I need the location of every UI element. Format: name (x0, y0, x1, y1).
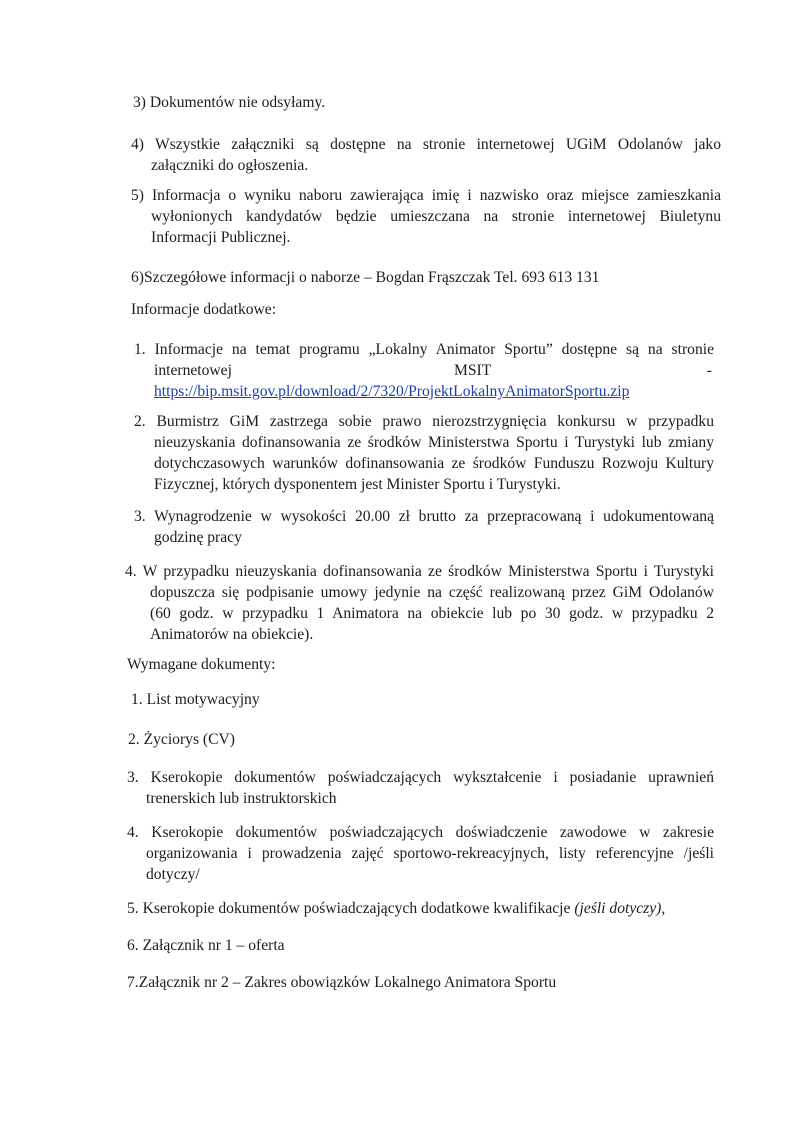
info-heading (131, 299, 276, 320)
requirement-3-line-1: 3. Kserokopie dokumentów poświadczających wykształcenie i posiadanie uprawnień (127, 769, 714, 786)
requirement-5 (127, 898, 665, 919)
paragraph-5-line-3: Informacji Publicznej. (151, 229, 291, 246)
info-item-1-link[interactable]: https://bip.msit.gov.pl/download/2/7320/ProjektLokalnyAnimatorSportu.zip (154, 383, 630, 400)
requirement-4-line-2: organizowania i prowadzenia zajęć sportowo-rekreacyjnych, listy referencyjne /jeśli (146, 845, 714, 862)
info-item-2-line-1: 2. Burmistrz GiM zastrzega sobie prawo nierozstrzygnięcia konkursu w przypadku (134, 413, 714, 430)
info-item-1-line-2 (134, 360, 712, 381)
paragraph-5 (131, 185, 721, 248)
info-item-4-line-1: 4. W przypadku nieuzyskania dofinansowania ze środków Ministerstwa Sportu i Turystyki (125, 563, 714, 580)
requirement-6 (127, 935, 285, 956)
requirements-heading-text: Wymagane dokumenty: (127, 656, 276, 673)
requirement-4-line-1: 4. Kserokopie dokumentów poświadczających doświadczenie zawodowe w zakresie (127, 824, 714, 841)
paragraph-3-text: 3) Dokumentów nie odsyłamy. (133, 94, 326, 111)
requirement-4-line-3: dotyczy/ (146, 866, 200, 883)
info-item-1 (134, 339, 714, 402)
requirement-4 (127, 822, 714, 885)
info-item-3-line-2: godzinę pracy (154, 529, 242, 546)
requirement-6-text: 6. Załącznik nr 1 – oferta (127, 937, 285, 954)
paragraph-6 (131, 267, 599, 288)
requirement-5-text: 5. Kserokopie dokumentów poświadczających dodatkowe kwalifikacje (127, 900, 575, 917)
info-item-4-line-4: Animatorów na obiekcie). (150, 626, 314, 643)
paragraph-5-line-1: 5) Informacja o wyniku naboru zawierająca imię i nazwisko oraz miejsce zamieszkania (131, 187, 721, 204)
paragraph-5-line-2: wyłonionych kandydatów będzie umieszczana na stronie internetowej Biuletynu (151, 208, 721, 225)
paragraph-4 (131, 134, 721, 176)
requirement-2 (128, 729, 235, 750)
paragraph-4-line-1: 4) Wszystkie załączniki są dostępne na stronie internetowej UGiM Odolanów jako (131, 136, 721, 153)
info-item-4-line-2: dopuszcza się podpisanie umowy jedynie na część realizowaną przez GiM Odolanów (150, 584, 714, 601)
info-item-2 (134, 411, 714, 495)
requirement-7 (127, 972, 556, 993)
info-item-3-line-1: 3. Wynagrodzenie w wysokości 20.00 zł brutto za przepracowaną i udokumentowaną (134, 508, 714, 525)
info-item-2-line-4: Fizycznej, których dysponentem jest Minister Sportu i Turystyki. (154, 476, 561, 493)
requirement-5-italic: (jeśli dotyczy), (574, 900, 666, 917)
paragraph-3 (133, 92, 325, 113)
requirement-7-text: 7.Załącznik nr 2 – Zakres obowiązków Lokalnego Animatora Sportu (127, 974, 557, 991)
requirement-1-text: 1. List motywacyjny (131, 691, 260, 708)
info-item-1-line-1: 1. Informacje na temat programu „Lokalny Animator Sportu” dostępne są na stronie (134, 341, 714, 358)
paragraph-6-text: 6)Szczegółowe informacji o naborze – Bogdan Frąszczak Tel. 693 613 131 (131, 269, 600, 286)
requirement-1 (131, 689, 260, 710)
info-item-2-line-2: nieuzyskania dofinansowania ze środków Ministerstwa Sportu i Turystyki lub zmiany (154, 434, 714, 451)
info-item-1-word-internetowej: internetowej (154, 362, 232, 379)
paragraph-4-line-2: załączniki do ogłoszenia. (151, 157, 309, 174)
info-item-3 (134, 506, 714, 548)
requirements-heading (127, 654, 275, 675)
requirement-2-text: 2. Życiorys (CV) (128, 731, 235, 748)
info-item-4 (125, 561, 714, 645)
requirement-3 (127, 767, 714, 809)
info-item-2-line-3: dotychczasowych warunków dofinansowania ze środków Funduszu Rozwoju Kultury (154, 455, 714, 472)
info-item-1-dash: - (706, 362, 712, 379)
requirement-3-line-2: trenerskich lub instruktorskich (146, 790, 337, 807)
info-item-4-line-3: (60 godz. w przypadku 1 Animatora na obiekcie lub po 30 godz. w przypadku 2 (150, 605, 714, 622)
info-item-1-word-msit: MSIT (454, 362, 492, 379)
info-heading-text: Informacje dodatkowe: (131, 301, 277, 318)
